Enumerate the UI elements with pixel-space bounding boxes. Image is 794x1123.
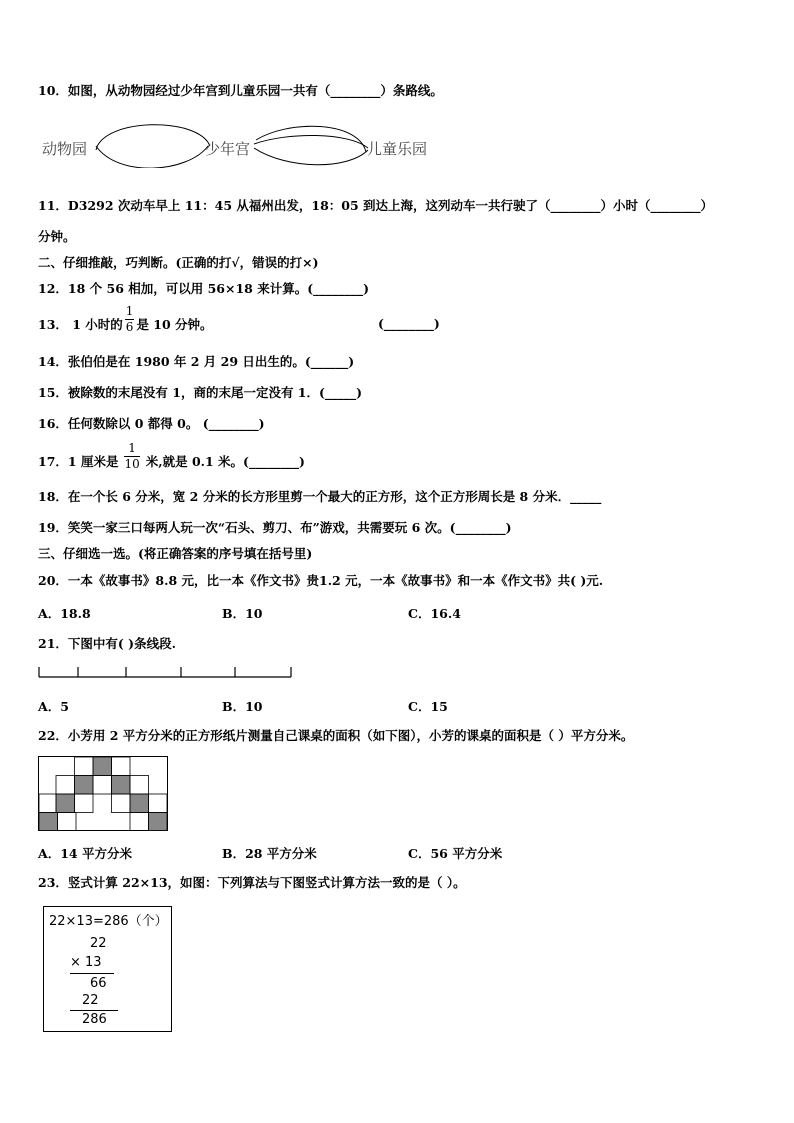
question-12: 12．18 个 56 相加，可以用 56×18 来计算。(________) xyxy=(38,281,370,296)
q21-option-c[interactable]: C．15 xyxy=(408,699,448,714)
q17-text-post: 米,就是 0.1 米。(________) xyxy=(145,454,305,469)
q17-numerator: 1 xyxy=(124,441,139,457)
question-15: 15．被除数的末尾没有 1，商的末尾一定没有 1．(_____) xyxy=(38,385,363,400)
label-childrens-park: 儿童乐园 xyxy=(367,140,428,158)
question-21: 21．下图中有( )条线段. xyxy=(38,636,176,651)
label-youth-palace: 少年宫 xyxy=(205,140,251,158)
q17-fraction xyxy=(124,441,139,472)
q13-fraction xyxy=(125,304,135,335)
calc-box-title: 22×13=286（个） xyxy=(49,914,168,929)
question-19: 19．笑笑一家三口每两人玩一次“石头、剪刀、布”游戏，共需要玩 6 次。(________) xyxy=(38,520,512,535)
question-17 xyxy=(38,441,305,472)
calc-multiplier: × 13 xyxy=(70,955,102,970)
section-2-heading: 二、仔细推敲，巧判断。(正确的打√，错误的打×) xyxy=(38,255,319,270)
segment-line-figure xyxy=(38,664,294,684)
question-11-line2: 分钟。 xyxy=(38,229,76,244)
question-20: 20．一本《故事书》8.8 元，比一本《作文书》贵1.2 元，一本《故事书》和一本《作文书》共( )元. xyxy=(38,573,604,588)
q21-option-a[interactable]: A．5 xyxy=(38,699,69,714)
q13-answer-blank: (________) xyxy=(378,316,440,331)
calc-partial-2: 22 xyxy=(82,993,99,1008)
section-3-heading: 三、仔细选一选。(将正确答案的序号填在括号里) xyxy=(38,546,313,561)
desk-grid-figure xyxy=(38,756,169,836)
q20-option-a[interactable]: A．18.8 xyxy=(38,606,91,621)
q13-denominator: 6 xyxy=(125,320,134,334)
question-13 xyxy=(38,304,213,335)
q13-numerator: 1 xyxy=(125,304,134,318)
question-16: 16．任何数除以 0 都得 0。 (________) xyxy=(38,416,265,431)
question-11-line1: 11．D3292 次动车早上 11：45 从福州出发，18：05 到达上海，这列动车一共行驶了（________）小时（________） xyxy=(38,198,714,213)
question-22: 22．小芳用 2 平方分米的正方形纸片测量自己课桌的面积（如下图），小芳的课桌的面积是（ ）平方分米。 xyxy=(38,728,634,743)
label-zoo: 动物园 xyxy=(42,140,88,158)
q22-option-c[interactable]: C．56 平方分米 xyxy=(408,846,503,861)
q17-denominator: 10 xyxy=(124,457,140,471)
q22-option-a[interactable]: A．14 平方分米 xyxy=(38,846,132,861)
q20-option-c[interactable]: C．16.4 xyxy=(408,606,461,621)
q21-option-b[interactable]: B．10 xyxy=(222,699,263,714)
question-10: 10．如图，从动物园经过少年宫到儿童乐园一共有（________）条路线。 xyxy=(38,83,443,98)
q22-option-b[interactable]: B．28 平方分米 xyxy=(222,846,317,861)
calc-partial-1: 66 xyxy=(90,976,107,991)
q17-text-pre: 17．1 厘米是 xyxy=(38,454,119,469)
q20-option-b[interactable]: B．10 xyxy=(222,606,263,621)
q13-text-pre: 13． 1 小时的 xyxy=(38,317,123,332)
question-18: 18．在一个长 6 分米，宽 2 分米的长方形里剪一个最大的正方形，这个正方形周长是 8 分米．_____ xyxy=(38,489,602,504)
calc-rule-1 xyxy=(70,973,114,974)
calc-rule-2 xyxy=(70,1010,118,1011)
question-14: 14．张伯伯是在 1980 年 2 月 29 日出生的。(______) xyxy=(38,354,355,369)
calc-multiplicand: 22 xyxy=(90,936,107,951)
vertical-calculation-box xyxy=(43,906,172,1032)
question-23: 23．竖式计算 22×13，如图：下列算法与下图竖式计算方法一致的是（ ）。 xyxy=(38,875,466,890)
calc-product: 286 xyxy=(82,1012,107,1027)
q13-text-post: 是 10 分钟。 xyxy=(136,317,213,332)
